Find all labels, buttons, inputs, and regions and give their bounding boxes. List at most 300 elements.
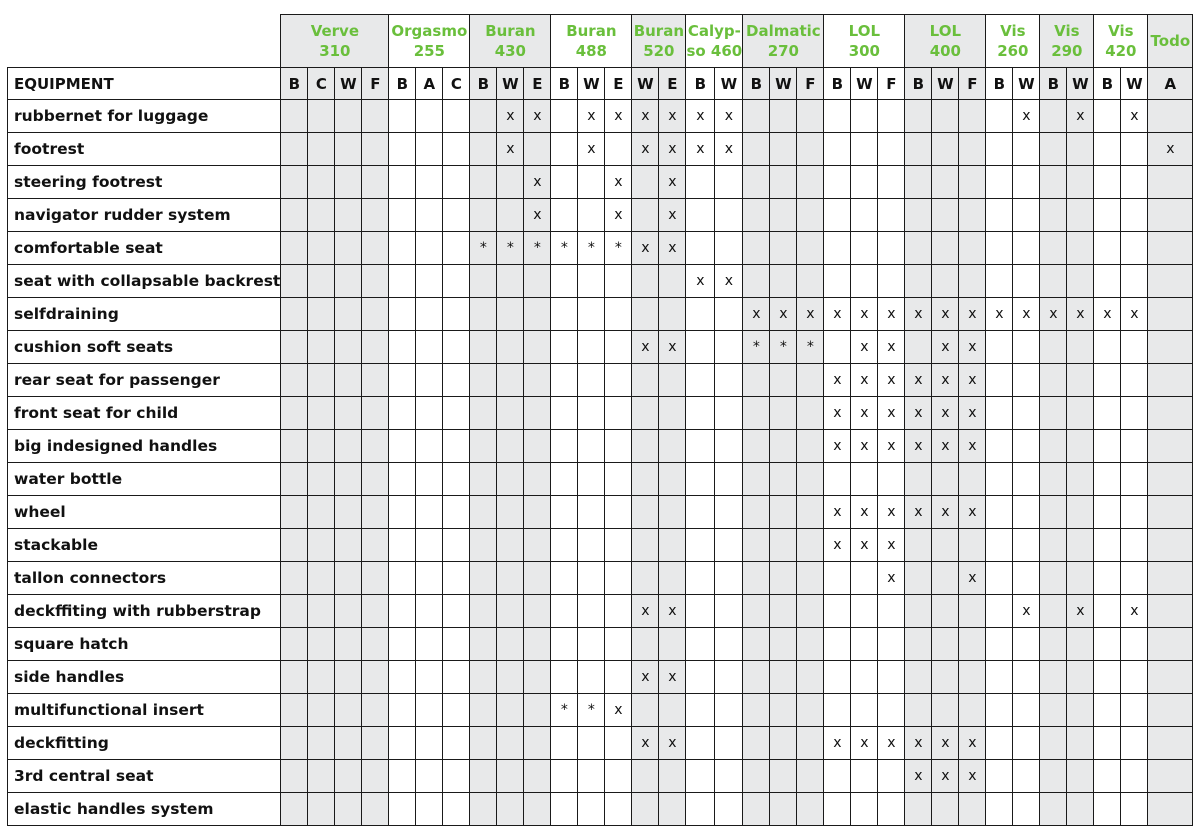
availability-cell: [632, 430, 659, 463]
equipment-label: seat with collapsable backrest: [8, 265, 281, 298]
availability-cell: [443, 793, 470, 826]
availability-cell: [281, 265, 308, 298]
availability-cell: [524, 529, 551, 562]
availability-cell: [1067, 661, 1094, 694]
availability-cell: [797, 595, 824, 628]
availability-cell: [686, 727, 715, 760]
availability-cell: [715, 397, 743, 430]
availability-cell: [797, 793, 824, 826]
availability-cell: [878, 166, 905, 199]
availability-cell: x: [851, 397, 878, 430]
availability-cell: [1094, 199, 1121, 232]
table-row: [8, 760, 1193, 793]
availability-cell: [281, 463, 308, 496]
availability-cell: x: [959, 397, 986, 430]
availability-cell: [1013, 430, 1040, 463]
availability-cell: [986, 133, 1013, 166]
availability-cell: [1013, 562, 1040, 595]
availability-cell: [362, 133, 389, 166]
model-name-line: 430: [494, 42, 526, 60]
model-header-row: [8, 15, 1193, 68]
availability-cell: [932, 661, 959, 694]
availability-cell: [659, 463, 686, 496]
availability-cell: [551, 562, 578, 595]
model-header: [743, 15, 824, 68]
availability-cell: x: [659, 199, 686, 232]
model-name-line: Verve: [310, 22, 359, 40]
availability-cell: [851, 199, 878, 232]
availability-cell: [824, 595, 851, 628]
availability-cell: [1067, 529, 1094, 562]
availability-cell: [986, 529, 1013, 562]
availability-cell: [1121, 166, 1148, 199]
availability-cell: [281, 232, 308, 265]
availability-cell: [986, 694, 1013, 727]
availability-cell: [743, 265, 770, 298]
variant-code: E: [605, 68, 632, 100]
availability-cell: [632, 199, 659, 232]
availability-cell: [335, 232, 362, 265]
availability-cell: [959, 100, 986, 133]
availability-cell: [416, 166, 443, 199]
availability-cell: [932, 232, 959, 265]
availability-cell: [1040, 232, 1067, 265]
availability-cell: [1013, 364, 1040, 397]
availability-cell: [1067, 232, 1094, 265]
availability-cell: [1040, 331, 1067, 364]
availability-cell: [1148, 661, 1193, 694]
availability-cell: [770, 529, 797, 562]
availability-cell: [578, 463, 605, 496]
availability-cell: [443, 166, 470, 199]
availability-cell: [851, 562, 878, 595]
availability-cell: [715, 430, 743, 463]
availability-cell: [1040, 595, 1067, 628]
model-name-line: so 460: [686, 42, 743, 60]
availability-cell: [470, 628, 497, 661]
availability-cell: x: [878, 496, 905, 529]
availability-cell: [851, 793, 878, 826]
table-row: [8, 298, 1193, 331]
variant-code: C: [308, 68, 335, 100]
availability-cell: [1040, 760, 1067, 793]
availability-cell: [524, 463, 551, 496]
availability-cell: [335, 727, 362, 760]
availability-cell: x: [959, 760, 986, 793]
availability-cell: [743, 232, 770, 265]
table-row: [8, 199, 1193, 232]
availability-cell: x: [851, 727, 878, 760]
availability-cell: [308, 232, 335, 265]
availability-cell: [578, 430, 605, 463]
availability-cell: [905, 331, 932, 364]
availability-cell: [1067, 199, 1094, 232]
availability-cell: [797, 562, 824, 595]
availability-cell: [281, 529, 308, 562]
variant-code: E: [659, 68, 686, 100]
variant-code: W: [497, 68, 524, 100]
availability-cell: [1040, 430, 1067, 463]
availability-cell: x: [1013, 100, 1040, 133]
availability-cell: [1040, 694, 1067, 727]
model-name-line: 255: [413, 42, 445, 60]
equipment-label: 3rd central seat: [8, 760, 281, 793]
model-name-line: 310: [319, 42, 351, 60]
model-name-line: 300: [848, 42, 880, 60]
availability-cell: [1094, 331, 1121, 364]
availability-cell: [824, 793, 851, 826]
table-row: [8, 100, 1193, 133]
availability-cell: [281, 397, 308, 430]
availability-cell: [308, 595, 335, 628]
table-row: [8, 628, 1193, 661]
availability-cell: [416, 595, 443, 628]
availability-cell: [686, 760, 715, 793]
table-row: [8, 265, 1193, 298]
availability-cell: [416, 199, 443, 232]
availability-cell: [715, 694, 743, 727]
variant-code: F: [878, 68, 905, 100]
availability-cell: [959, 463, 986, 496]
availability-cell: x: [578, 100, 605, 133]
code-header-row: [8, 68, 1193, 100]
availability-cell: [578, 331, 605, 364]
availability-cell: [824, 661, 851, 694]
availability-cell: [959, 232, 986, 265]
availability-cell: [1094, 463, 1121, 496]
availability-cell: [715, 331, 743, 364]
availability-cell: [524, 364, 551, 397]
availability-cell: x: [878, 331, 905, 364]
availability-cell: [824, 562, 851, 595]
equipment-label: rubbernet for luggage: [8, 100, 281, 133]
availability-cell: [770, 793, 797, 826]
availability-cell: [443, 628, 470, 661]
availability-cell: [1121, 232, 1148, 265]
availability-cell: [1013, 496, 1040, 529]
availability-cell: [959, 694, 986, 727]
availability-cell: [824, 100, 851, 133]
model-header: [281, 15, 389, 68]
availability-cell: [959, 793, 986, 826]
availability-cell: [335, 397, 362, 430]
availability-cell: [986, 793, 1013, 826]
availability-cell: [686, 232, 715, 265]
availability-cell: [1013, 331, 1040, 364]
availability-cell: x: [959, 364, 986, 397]
availability-cell: x: [1094, 298, 1121, 331]
availability-cell: [905, 661, 932, 694]
availability-cell: [1148, 331, 1193, 364]
availability-cell: [824, 628, 851, 661]
availability-cell: [551, 397, 578, 430]
availability-cell: x: [905, 727, 932, 760]
availability-cell: [308, 166, 335, 199]
availability-cell: [632, 793, 659, 826]
availability-cell: [659, 760, 686, 793]
availability-cell: [905, 463, 932, 496]
availability-cell: [470, 430, 497, 463]
availability-cell: [470, 298, 497, 331]
table-row: [8, 727, 1193, 760]
availability-cell: *: [551, 694, 578, 727]
availability-cell: [443, 199, 470, 232]
availability-cell: x: [743, 298, 770, 331]
availability-cell: [905, 793, 932, 826]
availability-cell: [878, 793, 905, 826]
model-header: [632, 15, 686, 68]
availability-cell: [1067, 463, 1094, 496]
availability-cell: [551, 265, 578, 298]
availability-cell: [1121, 364, 1148, 397]
availability-cell: x: [1121, 298, 1148, 331]
availability-cell: [605, 430, 632, 463]
availability-cell: x: [659, 100, 686, 133]
availability-cell: [308, 199, 335, 232]
availability-cell: [335, 364, 362, 397]
availability-cell: [1121, 397, 1148, 430]
availability-cell: [659, 496, 686, 529]
availability-cell: [659, 397, 686, 430]
model-name-line: 400: [929, 42, 961, 60]
availability-cell: [551, 100, 578, 133]
availability-cell: [281, 496, 308, 529]
availability-cell: [470, 562, 497, 595]
availability-cell: [1094, 529, 1121, 562]
availability-cell: [389, 595, 416, 628]
availability-cell: [605, 133, 632, 166]
model-name-line: Vis: [1108, 22, 1134, 40]
availability-cell: [932, 694, 959, 727]
availability-cell: [470, 661, 497, 694]
availability-cell: [362, 463, 389, 496]
availability-cell: [932, 628, 959, 661]
availability-cell: x: [824, 397, 851, 430]
availability-cell: [578, 397, 605, 430]
availability-cell: [824, 232, 851, 265]
availability-cell: [824, 265, 851, 298]
availability-cell: [743, 694, 770, 727]
availability-cell: [497, 529, 524, 562]
variant-code: F: [797, 68, 824, 100]
availability-cell: x: [715, 265, 743, 298]
variant-code: B: [1040, 68, 1067, 100]
model-name-line: Dalmatic: [746, 22, 821, 40]
availability-cell: [986, 661, 1013, 694]
availability-cell: [770, 727, 797, 760]
availability-cell: [551, 529, 578, 562]
availability-cell: [797, 529, 824, 562]
model-header: [551, 15, 632, 68]
availability-cell: [686, 298, 715, 331]
availability-cell: [416, 463, 443, 496]
availability-cell: [686, 562, 715, 595]
availability-cell: [470, 727, 497, 760]
equipment-label: square hatch: [8, 628, 281, 661]
availability-cell: x: [715, 100, 743, 133]
availability-cell: [524, 727, 551, 760]
availability-cell: x: [1148, 133, 1193, 166]
availability-cell: [959, 133, 986, 166]
availability-cell: [1148, 529, 1193, 562]
availability-cell: [281, 661, 308, 694]
availability-cell: [986, 331, 1013, 364]
availability-cell: [1040, 529, 1067, 562]
availability-cell: x: [659, 133, 686, 166]
availability-cell: [1148, 727, 1193, 760]
availability-cell: *: [497, 232, 524, 265]
availability-cell: [443, 463, 470, 496]
availability-cell: [443, 397, 470, 430]
availability-cell: [797, 628, 824, 661]
availability-cell: [1121, 793, 1148, 826]
availability-cell: [932, 529, 959, 562]
availability-cell: [986, 628, 1013, 661]
availability-cell: [1094, 496, 1121, 529]
variant-code: F: [362, 68, 389, 100]
availability-cell: [281, 727, 308, 760]
availability-cell: [878, 463, 905, 496]
availability-cell: x: [959, 298, 986, 331]
availability-cell: [524, 760, 551, 793]
availability-cell: [878, 694, 905, 727]
availability-cell: [308, 760, 335, 793]
availability-cell: x: [632, 232, 659, 265]
availability-cell: [1067, 694, 1094, 727]
availability-cell: [605, 760, 632, 793]
availability-cell: [551, 595, 578, 628]
availability-cell: [932, 199, 959, 232]
availability-cell: [1067, 727, 1094, 760]
availability-cell: [1094, 793, 1121, 826]
availability-cell: [443, 298, 470, 331]
availability-cell: [932, 133, 959, 166]
availability-cell: [1148, 364, 1193, 397]
availability-cell: x: [524, 199, 551, 232]
variant-code: B: [986, 68, 1013, 100]
availability-cell: [308, 661, 335, 694]
availability-cell: [578, 562, 605, 595]
availability-cell: [524, 562, 551, 595]
availability-cell: [281, 430, 308, 463]
availability-cell: [389, 100, 416, 133]
availability-cell: [362, 496, 389, 529]
availability-cell: [551, 298, 578, 331]
availability-cell: [578, 199, 605, 232]
availability-cell: [1040, 628, 1067, 661]
model-name-line: Orgasmo: [391, 22, 468, 40]
availability-cell: [335, 133, 362, 166]
availability-cell: [497, 562, 524, 595]
availability-cell: [308, 100, 335, 133]
availability-cell: [743, 397, 770, 430]
availability-cell: [824, 199, 851, 232]
availability-cell: x: [497, 133, 524, 166]
availability-cell: [308, 364, 335, 397]
availability-cell: [416, 232, 443, 265]
availability-cell: [308, 133, 335, 166]
availability-cell: [715, 199, 743, 232]
availability-cell: [959, 166, 986, 199]
availability-cell: x: [959, 430, 986, 463]
availability-cell: [470, 463, 497, 496]
equipment-label: navigator rudder system: [8, 199, 281, 232]
availability-cell: [770, 661, 797, 694]
corner-cell: [8, 15, 281, 68]
availability-cell: [686, 496, 715, 529]
variant-code: B: [1094, 68, 1121, 100]
availability-cell: x: [524, 100, 551, 133]
availability-cell: [1040, 166, 1067, 199]
availability-cell: *: [797, 331, 824, 364]
availability-cell: [416, 133, 443, 166]
availability-cell: [743, 496, 770, 529]
availability-cell: [1067, 331, 1094, 364]
availability-cell: x: [1121, 100, 1148, 133]
availability-cell: [1094, 133, 1121, 166]
availability-cell: [497, 265, 524, 298]
equipment-label: elastic handles system: [8, 793, 281, 826]
availability-cell: x: [905, 364, 932, 397]
availability-cell: [715, 562, 743, 595]
availability-cell: [524, 430, 551, 463]
model-header: [686, 15, 743, 68]
availability-cell: [932, 166, 959, 199]
table-row: [8, 562, 1193, 595]
availability-cell: [362, 694, 389, 727]
availability-cell: x: [932, 496, 959, 529]
availability-cell: [362, 529, 389, 562]
availability-cell: [362, 760, 389, 793]
availability-cell: [362, 628, 389, 661]
availability-cell: [281, 562, 308, 595]
availability-cell: [659, 793, 686, 826]
table-row: [8, 595, 1193, 628]
availability-cell: [470, 364, 497, 397]
availability-cell: [416, 298, 443, 331]
availability-cell: [1148, 760, 1193, 793]
availability-cell: [851, 463, 878, 496]
availability-cell: [986, 232, 1013, 265]
availability-cell: [1067, 397, 1094, 430]
availability-cell: x: [932, 298, 959, 331]
availability-cell: [524, 694, 551, 727]
availability-cell: [659, 265, 686, 298]
availability-cell: [824, 133, 851, 166]
availability-cell: [1013, 529, 1040, 562]
availability-cell: [686, 661, 715, 694]
availability-cell: *: [551, 232, 578, 265]
availability-cell: x: [932, 727, 959, 760]
availability-cell: [959, 199, 986, 232]
availability-cell: [443, 265, 470, 298]
availability-cell: [797, 661, 824, 694]
availability-cell: [551, 430, 578, 463]
availability-cell: [1148, 166, 1193, 199]
availability-cell: [281, 166, 308, 199]
availability-cell: [932, 562, 959, 595]
availability-cell: [497, 727, 524, 760]
availability-cell: [335, 166, 362, 199]
availability-cell: [443, 331, 470, 364]
availability-cell: [797, 463, 824, 496]
availability-cell: x: [605, 100, 632, 133]
availability-cell: [851, 694, 878, 727]
availability-cell: [281, 133, 308, 166]
equipment-table: [7, 14, 1193, 826]
availability-cell: [959, 661, 986, 694]
variant-code: W: [1013, 68, 1040, 100]
